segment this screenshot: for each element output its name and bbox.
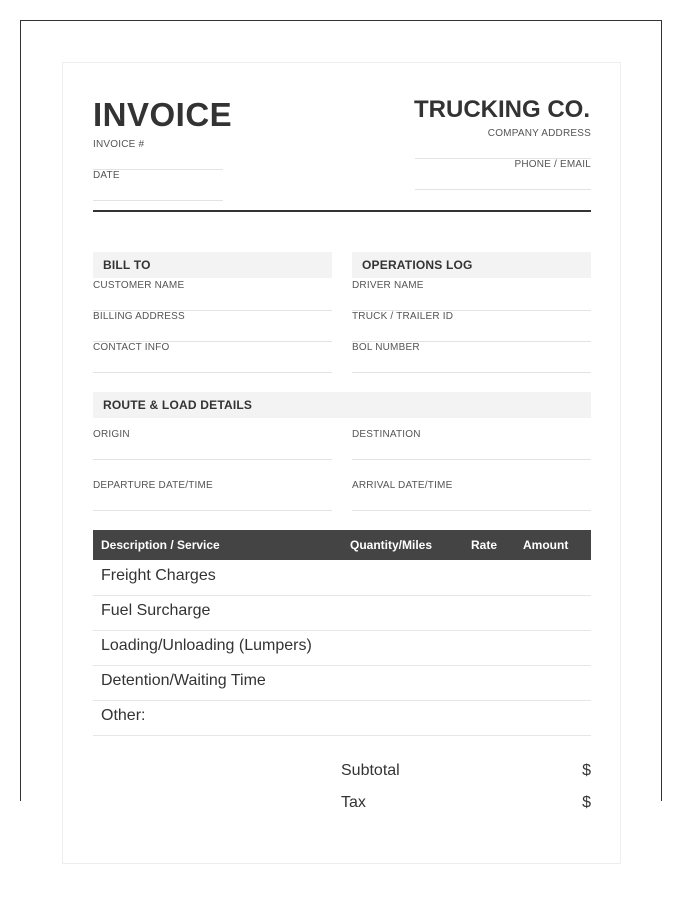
origin-label: ORIGIN bbox=[93, 429, 130, 440]
truck-trailer-id-label: TRUCK / TRAILER ID bbox=[352, 311, 454, 322]
column-amount: Amount bbox=[523, 538, 569, 552]
contact-info-label: CONTACT INFO bbox=[93, 342, 170, 353]
tax-label: Tax bbox=[341, 794, 366, 811]
operations-log-heading: OPERATIONS LOG bbox=[352, 252, 591, 278]
column-quantity: Quantity/Miles bbox=[350, 538, 433, 552]
row-description: Detention/Waiting Time bbox=[101, 672, 266, 689]
driver-name-label: DRIVER NAME bbox=[352, 280, 424, 291]
table-row[interactable] bbox=[93, 700, 591, 736]
row-description: Fuel Surcharge bbox=[101, 602, 211, 619]
destination-label: DESTINATION bbox=[352, 429, 421, 440]
column-description: Description / Service bbox=[101, 538, 220, 552]
table-row[interactable] bbox=[93, 560, 591, 596]
company-address-field[interactable] bbox=[415, 128, 591, 159]
phone-email-field[interactable] bbox=[415, 159, 591, 190]
company-address-label: COMPANY ADDRESS bbox=[487, 128, 591, 139]
date-field[interactable] bbox=[93, 170, 223, 201]
row-description: Loading/Unloading (Lumpers) bbox=[101, 637, 312, 654]
invoice-page bbox=[62, 62, 621, 864]
document-frame bbox=[20, 20, 662, 811]
bol-number-field[interactable] bbox=[352, 342, 591, 373]
company-name: TRUCKING CO. bbox=[414, 96, 590, 123]
subtotal-value[interactable]: $ bbox=[582, 762, 591, 779]
route-load-heading: ROUTE & LOAD DETAILS bbox=[93, 392, 591, 418]
arrival-field[interactable] bbox=[352, 480, 591, 511]
departure-label: DEPARTURE DATE/TIME bbox=[93, 480, 213, 491]
departure-field[interactable] bbox=[93, 480, 332, 511]
invoice-number-label: INVOICE # bbox=[93, 139, 145, 150]
destination-field[interactable] bbox=[352, 429, 591, 460]
bol-number-label: BOL NUMBER bbox=[352, 342, 420, 353]
tax-value[interactable]: $ bbox=[582, 794, 591, 811]
subtotal-label: Subtotal bbox=[341, 762, 400, 779]
table-row[interactable] bbox=[93, 665, 591, 701]
bill-to-heading: BILL TO bbox=[93, 252, 332, 278]
driver-name-field[interactable] bbox=[352, 280, 591, 311]
billing-address-label: BILLING ADDRESS bbox=[93, 311, 185, 322]
customer-name-field[interactable] bbox=[93, 280, 332, 311]
arrival-label: ARRIVAL DATE/TIME bbox=[352, 480, 453, 491]
header-divider bbox=[93, 210, 591, 212]
invoice-number-field[interactable] bbox=[93, 139, 223, 170]
origin-field[interactable] bbox=[93, 429, 332, 460]
date-label: DATE bbox=[93, 170, 120, 181]
truck-trailer-id-field[interactable] bbox=[352, 311, 591, 342]
phone-email-label: PHONE / EMAIL bbox=[514, 159, 591, 170]
table-row[interactable] bbox=[93, 630, 591, 666]
contact-info-field[interactable] bbox=[93, 342, 332, 373]
row-description: Freight Charges bbox=[101, 567, 216, 584]
services-table-header bbox=[93, 530, 591, 560]
table-row[interactable] bbox=[93, 595, 591, 631]
row-description: Other: bbox=[101, 707, 146, 724]
column-rate: Rate bbox=[471, 538, 498, 552]
billing-address-field[interactable] bbox=[93, 311, 332, 342]
invoice-title: INVOICE bbox=[93, 96, 233, 133]
customer-name-label: CUSTOMER NAME bbox=[93, 280, 185, 291]
